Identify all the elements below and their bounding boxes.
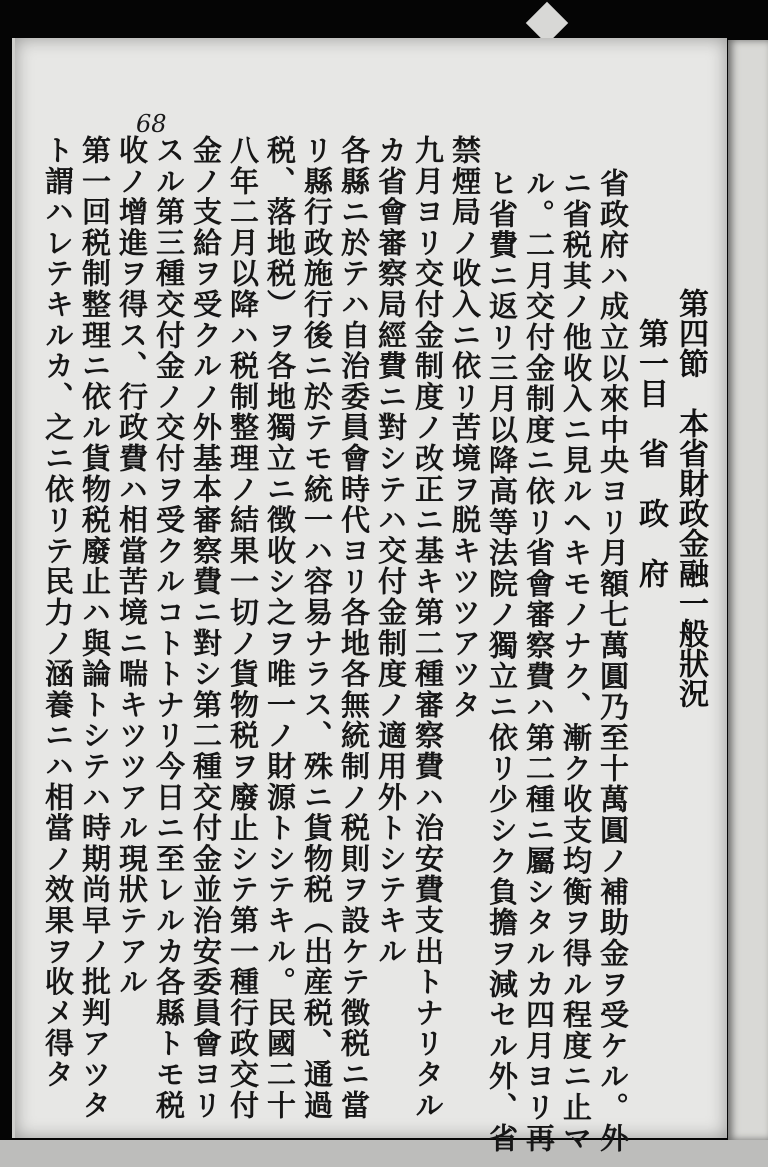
text-column-2: ニ省税其ノ他收入ニ見ルヘキモノナク、漸ク收支均衡ヲ得ル程度ニ止マ — [559, 168, 593, 1154]
text-column-14: 收ノ增進ヲ得ス、行政費ハ相當苦境ニ喘キツツアル現狀テアル — [115, 135, 149, 998]
text-column-7: カ省會審察局經費ニ對シテハ交付金制度ノ適用外トシテキル — [374, 135, 408, 967]
text-column-11: 八年二月以降ハ税制整理ノ結果一切ノ貨物税ヲ廢止シテ第一種行政交付 — [226, 135, 260, 1121]
text-column-13: スル第三種交付金ノ交付ヲ受クルコトトナリ今日ニ至レルカ各縣トモ税 — [152, 135, 186, 1121]
text-column-8: 各縣ニ於テハ自治委員會時代ヨリ各地各無統制ノ税則ヲ設ケテ徴税ニ當 — [337, 135, 371, 1121]
text-column-1: 省政府ハ成立以來中央ヨリ月額七萬圓乃至十萬圓ノ補助金ヲ受ケル。外 — [596, 168, 630, 1154]
subsection-heading: 第一目 省 政 府 — [633, 318, 668, 588]
text-column-5: 禁煙局ノ收入ニ依リ苦境ヲ脱キツツアツタ — [448, 135, 482, 721]
scan-bottom-strip — [0, 1140, 768, 1167]
text-column-4: ヒ省費ニ返リ三月以降高等法院ノ獨立ニ依リ少シク負擔ヲ減セル外、省 — [485, 168, 519, 1154]
text-column-6: 九月ヨリ交付金制度ノ改正ニ基キ第二種審察費ハ治安費支出トナリタル — [411, 135, 445, 1121]
text-column-15: 第一回税制整理ニ依ル貨物税廢止ハ與論トシテハ時期尚早ノ批判アツタ — [78, 135, 112, 1121]
text-column-9: リ縣行政施行後ニ於テモ統一ハ容易ナラス、殊ニ貨物税（出産税、通過 — [300, 135, 334, 1121]
text-column-16: ト謂ハレテキルカ、之ニ依リテ民力ノ涵養ニハ相當ノ效果ヲ收メ得タ — [41, 135, 75, 1090]
text-column-10: 税、落地税）ヲ各地獨立ニ徴收シ之ヲ唯一ノ財源トシテキル。民國二十 — [263, 135, 297, 1121]
page-number: 68 — [136, 110, 167, 138]
text-column-12: 金ノ支給ヲ受クルノ外基本審察費ニ對シ第二種交付金並治安委員會ヨリ — [189, 135, 223, 1121]
text-column-3: ル。二月交付金制度ニ依リ省會審察費ハ第二種ニ屬シタルカ四月ヨリ再 — [522, 168, 556, 1154]
section-heading: 第四節 本省財政金融一般狀況 — [673, 288, 708, 708]
adjacent-page-edge — [728, 40, 768, 1140]
